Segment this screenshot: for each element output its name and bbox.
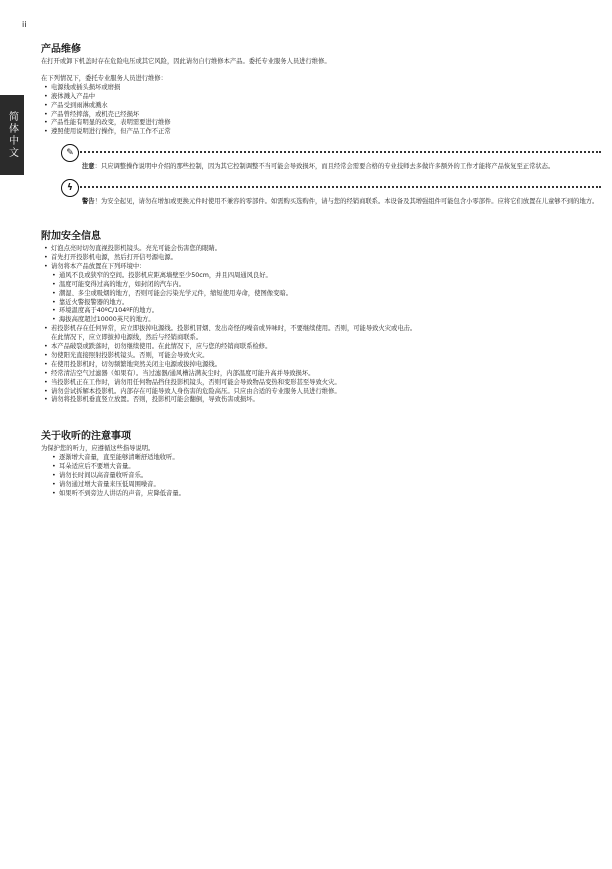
section-title-listening: 关于收听的注意事项 — [41, 431, 131, 443]
list-item: • 灯泡点亮时切勿直视投影机镜头。亮光可能会伤害您的眼睛。 — [41, 245, 583, 254]
sub-list-item: • 温度可能变得过高的地方，如封闭的汽车内。 — [41, 281, 583, 290]
safety-list — [41, 245, 583, 272]
warning-bolt-icon: ϟ — [61, 179, 79, 197]
warning-body: ！为安全起见，请勿在增加或更换元件时使用不兼容的零部件。如需购买选购件，请与您的经销商联系。本设备及其增强组件可能包含小零部件。应将它们放置在儿童够不到的地方。 — [94, 198, 599, 206]
note-box — [41, 148, 583, 172]
sub-list-item: • 潮湿、多尘或吸烟的地方，否则可能会污染光学元件，缩短使用寿命，使图像变暗。 — [41, 290, 583, 299]
section-title-product-service: 产品维修 — [41, 44, 81, 55]
warning-label: 警告 — [82, 198, 95, 206]
dotted-divider — [77, 151, 601, 155]
warning-text — [82, 198, 602, 207]
list-item: • 电源线或插头损坏或磨损 — [41, 84, 583, 93]
language-side-tab — [0, 95, 24, 175]
sub-list-item: • 靠近火警报警器的地方。 — [41, 299, 583, 308]
sub-list-item: • 通风不良或狭窄的空间。投影机应距离墙壁至少50cm，并且四周通风良好。 — [41, 272, 583, 281]
list-item: • 勿使阳光直接照射投影机镜头。否则，可能会导致火灾。 — [41, 352, 583, 361]
warning-box — [41, 183, 599, 207]
service-intro-text: 在打开或卸下机盖时存在危险电压或其它风险，因此请勿自行维修本产品。委托专业服务人员进行维修。 — [41, 58, 331, 65]
page-content — [41, 40, 599, 499]
list-item: • 请勿尝试拆解本投影机。内部存在可能导致人身伤害的危险高压。只应由合适的专业服务人员进行维修。 — [41, 388, 583, 397]
section-title-safety-info: 附加安全信息 — [41, 231, 101, 243]
list-item: • 产品受到雨淋或溅水 — [41, 102, 583, 111]
list-item: • 液体溅入产品中 — [41, 93, 583, 102]
page-number: ii — [22, 20, 27, 29]
note-label: 注意 — [82, 163, 95, 171]
list-item: • 请勿将本产品放置在下列环境中： — [41, 263, 583, 272]
list-item: • 请勿将投影机垂直竖立放置。否则，投影机可能会翻倒，导致伤害或损坏。 — [41, 396, 583, 405]
list-item: • 首先打开投影机电源，然后打开信号源电源。 — [41, 254, 583, 263]
note-text — [82, 163, 602, 172]
listening-list — [41, 454, 583, 499]
sub-list-item: • 环境温度高于40ºC/104ºF的地方。 — [41, 307, 583, 316]
note-body: ：只应调整操作说明中介绍的那些控制，因为其它控制调整不当可能会导致损坏，而且经常会需要合格的专业技师去多做许多额外的工作才能将产品恢复至正常状态。 — [94, 163, 555, 171]
list-item: • 本产品破裂或跌落时，切勿继续使用。在此情况下，应与您的经销商联系检修。 — [41, 343, 583, 352]
listening-intro-text: 为保护您的听力，应遵循这些指导说明。 — [41, 445, 155, 453]
environment-sub-list — [41, 272, 583, 325]
list-item: • 逐渐增大音量，直至能够清晰舒适地收听。 — [41, 454, 583, 463]
list-item: • 在使用投影机时，切勿频繁地突然关闭主电源或拔掉电源线。 — [41, 361, 583, 370]
dotted-divider — [77, 186, 601, 190]
list-item: • 耳朵适应后不要增大音量。 — [41, 463, 583, 472]
list-item: • 如果听不到旁边人讲话的声音，应降低音量。 — [41, 490, 583, 499]
list-item: • 请勿长时间以高音量收听音乐。 — [41, 472, 583, 481]
list-item: • 当投影机正在工作时，请勿用任何物品挡住投影机镜头，否则可能会导致物品变热和变形甚至导致火灾。 — [41, 379, 583, 388]
list-item: • 产品性能有明显的改变，表明需要进行维修 — [41, 119, 583, 128]
list-item: • 若投影机存在任何异常，应立即拔掉电源线。投影机冒烟、发出奇怪的噪音或异味时，不要继续使用。否则，可能导致火灾或电击。 — [41, 325, 583, 334]
language-tab-label: 简体中文 — [6, 111, 18, 159]
list-item: • 遵照使用说明进行操作，但产品工作不正常 — [41, 128, 583, 137]
service-conditions-text: 在下列情况下，委托专业服务人员进行维修： — [41, 74, 167, 82]
list-item: • 产品曾经摔落，或机壳已经损坏 — [41, 111, 583, 120]
safety-list-continued — [41, 325, 583, 405]
service-conditions-list — [41, 84, 583, 137]
list-item-continuation: 在此情况下，应立即拔掉电源线，然后与经销商联系。 — [51, 334, 203, 342]
list-item: • 经常清洁空气过滤器（如果有）。当过滤器/通风槽沾满灰尘时，内部温度可能升高并导致损坏。 — [41, 370, 583, 379]
note-pen-icon: ✎ — [61, 144, 79, 162]
list-item: • 请勿通过增大音量来压低周围噪音。 — [41, 481, 583, 490]
sub-list-item: • 海拔高度超过10000英尺的地方。 — [41, 316, 583, 325]
